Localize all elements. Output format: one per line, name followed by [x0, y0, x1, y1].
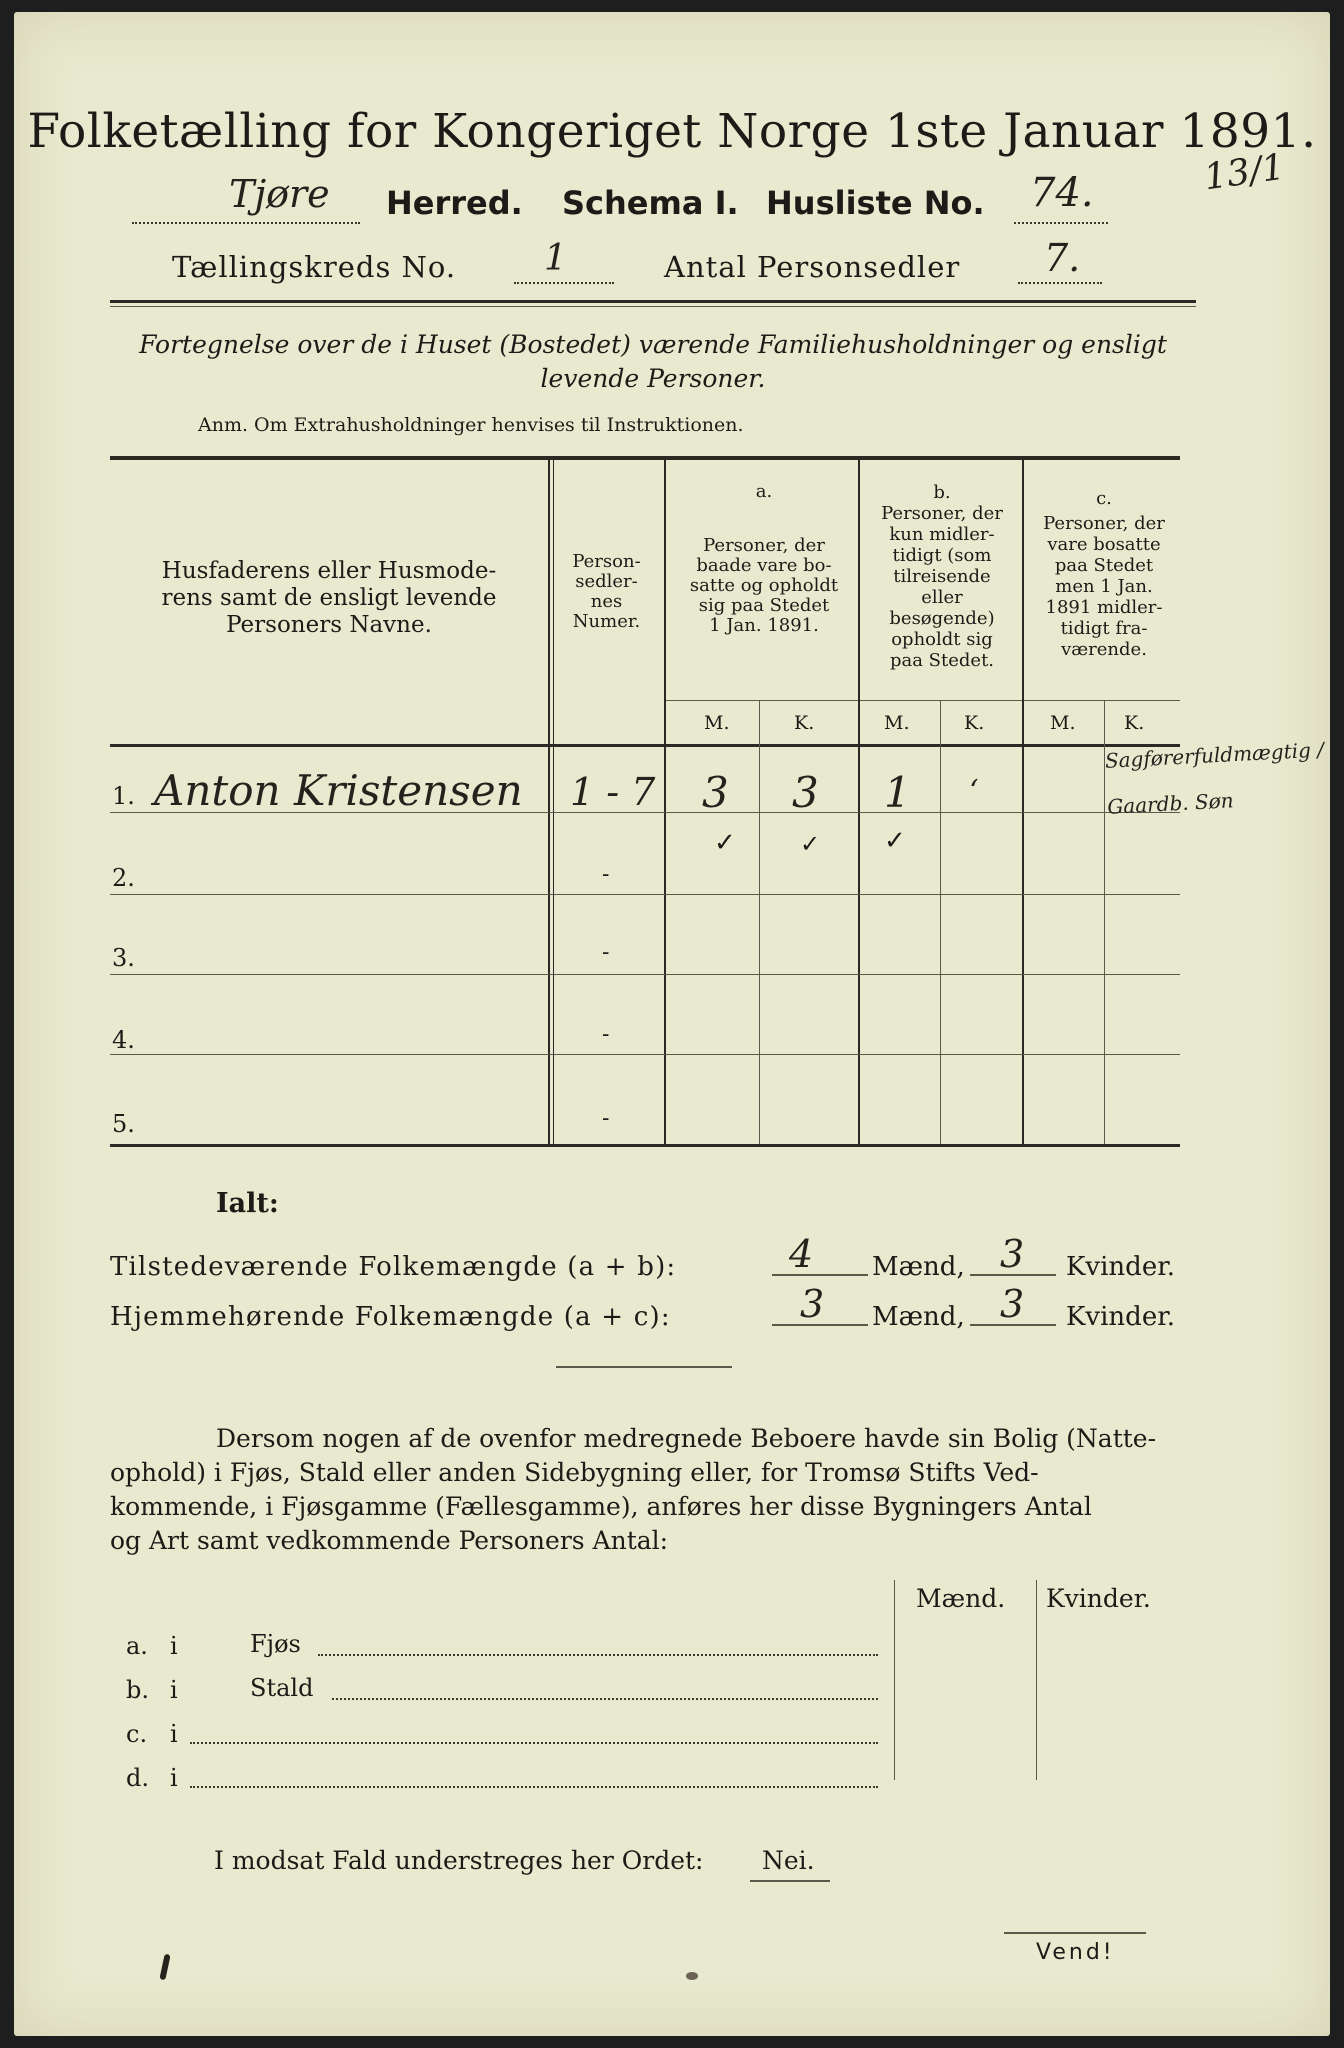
- check-b-m-icon: ✓: [884, 826, 906, 856]
- buildings-col-line-2: [1036, 1580, 1037, 1780]
- item-prefix: i: [170, 1632, 178, 1660]
- table-top-rule: [110, 456, 1180, 460]
- buildings-col-line-1: [894, 1580, 895, 1780]
- a-k-label: K.: [794, 712, 815, 734]
- herred-value: Tjøre: [229, 172, 330, 216]
- row-rule-2: [110, 894, 1180, 895]
- table-header-rule: [110, 744, 1180, 747]
- col-a-line: satte og opholdt: [689, 575, 839, 596]
- col-b-line: paa Stedet.: [889, 650, 995, 671]
- c-k-label: K.: [1124, 712, 1145, 734]
- anm-note: Anm. Om Extrahusholdninger henvises til Instruktionen.: [198, 414, 744, 436]
- schema-label: Schema I.: [562, 184, 739, 222]
- col-b-line: tilreisende: [893, 566, 991, 587]
- row-a-k: 3: [792, 768, 819, 817]
- item-dotline: [190, 1740, 878, 1744]
- col-b-line: kun midler-: [889, 524, 995, 545]
- row-rule-4: [110, 1054, 1180, 1055]
- total-home-kvinder: 3: [1000, 1282, 1025, 1326]
- col-b-header: [860, 482, 1024, 671]
- row-number: 5.: [112, 1110, 135, 1138]
- total-present-kvinder-word: Kvinder.: [1066, 1252, 1176, 1282]
- col-line-num: [548, 460, 550, 1146]
- col-b-line: Personer, der: [881, 503, 1003, 524]
- total-present-label: Tilstedeværende Folkemængde (a + b):: [110, 1252, 677, 1282]
- col-c-line: men 1 Jan.: [1055, 576, 1153, 597]
- col-line-b: [858, 460, 860, 1146]
- buildings-maend-header: Mænd.: [916, 1584, 1006, 1613]
- row-num: -: [602, 940, 610, 965]
- row-number: 2.: [112, 864, 135, 892]
- col-name-line: Personers Navne.: [226, 612, 432, 638]
- b-m-label: M.: [884, 712, 910, 734]
- total-home-maend-word: Mænd,: [872, 1302, 965, 1332]
- row-number: 1.: [112, 782, 135, 810]
- kreds-value: 1: [544, 238, 567, 279]
- mk-top-rule: [664, 700, 1180, 701]
- col-name-line: Husfaderens eller Husmode-: [161, 558, 497, 584]
- total-home-maend: 3: [800, 1282, 825, 1326]
- col-c-letter: c.: [1096, 488, 1112, 509]
- col-b-line: besøgende): [889, 608, 995, 629]
- item-prefix: i: [170, 1676, 178, 1704]
- total-present-maend-line: [772, 1274, 868, 1276]
- buildings-paragraph: [110, 1422, 1196, 1558]
- section-separator: [556, 1366, 732, 1368]
- row-number: 3.: [112, 944, 135, 972]
- item-dotline: [318, 1652, 878, 1656]
- col-a-header: [670, 482, 858, 636]
- col-c-header: [1026, 488, 1182, 660]
- modsat-word: Nei.: [762, 1846, 815, 1875]
- row-num: -: [602, 862, 610, 887]
- col-c-line: Personer, der: [1043, 513, 1165, 534]
- table-bottom-rule: [110, 1144, 1180, 1147]
- row-b-m: 1: [884, 768, 911, 817]
- col-c-line: værende.: [1061, 639, 1147, 660]
- check-a-k-icon: ✓: [800, 830, 821, 858]
- col-a-line: 1 Jan. 1891.: [709, 615, 819, 636]
- col-num-line: Person-: [572, 551, 641, 572]
- col-b-line: eller: [921, 587, 963, 608]
- row-num: -: [602, 1106, 610, 1131]
- item-letter: b.: [126, 1676, 149, 1704]
- ialt-label: Ialt:: [216, 1188, 279, 1219]
- col-line-c: [1022, 460, 1024, 1146]
- modsat-underline: [750, 1880, 830, 1882]
- col-num-header: [554, 552, 659, 632]
- ink-mark: [159, 1954, 170, 1981]
- col-a-line: Personer, der: [703, 535, 825, 556]
- para-line: Dersom nogen af de ovenfor medregnede Beboere havde sin Bolig (Natte-: [216, 1424, 1157, 1453]
- row-number: 4.: [112, 1026, 135, 1054]
- para-line: og Art samt vedkommende Personers Antal:: [110, 1526, 669, 1555]
- item-label: Fjøs: [250, 1630, 301, 1658]
- col-line-a: [664, 460, 666, 1146]
- col-b-line: opholdt sig: [891, 629, 993, 650]
- item-letter: c.: [126, 1720, 148, 1748]
- row-a-m: 3: [702, 768, 729, 817]
- modsat-label: I modsat Fald understreges her Ordet:: [214, 1846, 704, 1875]
- intro-line2: levende Personer.: [540, 364, 766, 393]
- a-m-label: M.: [704, 712, 730, 734]
- form-title: Folketælling for Kongeriget Norge 1ste Januar 1891.: [27, 104, 1317, 159]
- row-c-k: Sagførerfuldmægtig / Gaardb. Søn: [1104, 737, 1325, 819]
- kreds-label: Tællingskreds No.: [172, 250, 457, 284]
- item-label: Stald: [250, 1674, 314, 1702]
- col-b-letter: b.: [933, 482, 951, 503]
- check-a-m-icon: ✓: [714, 828, 736, 858]
- row-rule-3: [110, 974, 1180, 975]
- col-num-line: nes: [590, 591, 623, 612]
- b-k-label: K.: [964, 712, 985, 734]
- col-c-line: 1891 midler-: [1045, 597, 1163, 618]
- col-c-line: tidigt fra-: [1060, 618, 1148, 639]
- header-rule-thin: [110, 306, 1196, 307]
- col-a-letter: a.: [755, 481, 773, 502]
- husliste-label: Husliste No.: [766, 184, 985, 222]
- total-home-kvinder-word: Kvinder.: [1066, 1302, 1176, 1332]
- c-m-label: M.: [1050, 712, 1076, 734]
- total-home-label: Hjemmehørende Folkemængde (a + c):: [110, 1302, 671, 1332]
- item-dotline: [190, 1784, 878, 1788]
- col-c-line: paa Stedet: [1054, 555, 1154, 576]
- corner-note: 13/1: [1201, 146, 1288, 199]
- total-present-kvinder: 3: [1000, 1232, 1025, 1276]
- vend-label: Vend!: [1036, 1940, 1115, 1965]
- col-num-line: Numer.: [572, 611, 641, 632]
- row-num: -: [602, 1022, 610, 1047]
- para-line: ophold) i Fjøs, Stald eller anden Sidebygning eller, for Tromsø Stifts Ved-: [110, 1458, 1039, 1487]
- item-prefix: i: [170, 1720, 178, 1748]
- item-letter: a.: [126, 1632, 148, 1660]
- total-present-maend-word: Mænd,: [872, 1252, 965, 1282]
- item-dotline: [332, 1696, 878, 1700]
- header-rule: [110, 300, 1196, 303]
- para-line: kommende, i Fjøsgamme (Fællesgamme), anføres her disse Bygningers Antal: [110, 1492, 1092, 1521]
- col-name-line: rens samt de ensligt levende: [161, 585, 497, 611]
- antal-value: 7.: [1044, 236, 1081, 280]
- col-a-line: baade vare bo-: [696, 555, 832, 576]
- col-line-a-mk: [759, 700, 760, 1146]
- ink-speck: [686, 1972, 698, 1980]
- intro-line1: Fortegnelse over de i Huset (Bostedet) værende Familiehusholdninger og ensligt: [139, 330, 1167, 359]
- item-letter: d.: [126, 1764, 149, 1792]
- row-name: Anton Kristensen: [154, 766, 523, 815]
- col-line-num-2: [553, 460, 554, 1146]
- row-num: 1 - 7: [570, 770, 656, 814]
- col-b-line: tidigt (som: [892, 545, 992, 566]
- col-num-line: sedler-: [575, 571, 638, 592]
- col-name-header: [114, 558, 544, 639]
- total-present-maend: 4: [789, 1232, 814, 1276]
- census-form-page: [14, 12, 1330, 2036]
- antal-label: Antal Personsedler: [664, 250, 961, 284]
- col-a-line: sig paa Stedet: [698, 595, 830, 616]
- husliste-value: 74.: [1030, 170, 1094, 216]
- buildings-kvinder-header: Kvinder.: [1046, 1584, 1151, 1613]
- row-b-k: ‘: [969, 774, 979, 809]
- herred-label: Herred.: [386, 184, 523, 222]
- col-c-line: vare bosatte: [1047, 534, 1161, 555]
- item-prefix: i: [170, 1764, 178, 1792]
- col-line-b-mk: [940, 700, 941, 1146]
- vend-rule: [1004, 1932, 1146, 1934]
